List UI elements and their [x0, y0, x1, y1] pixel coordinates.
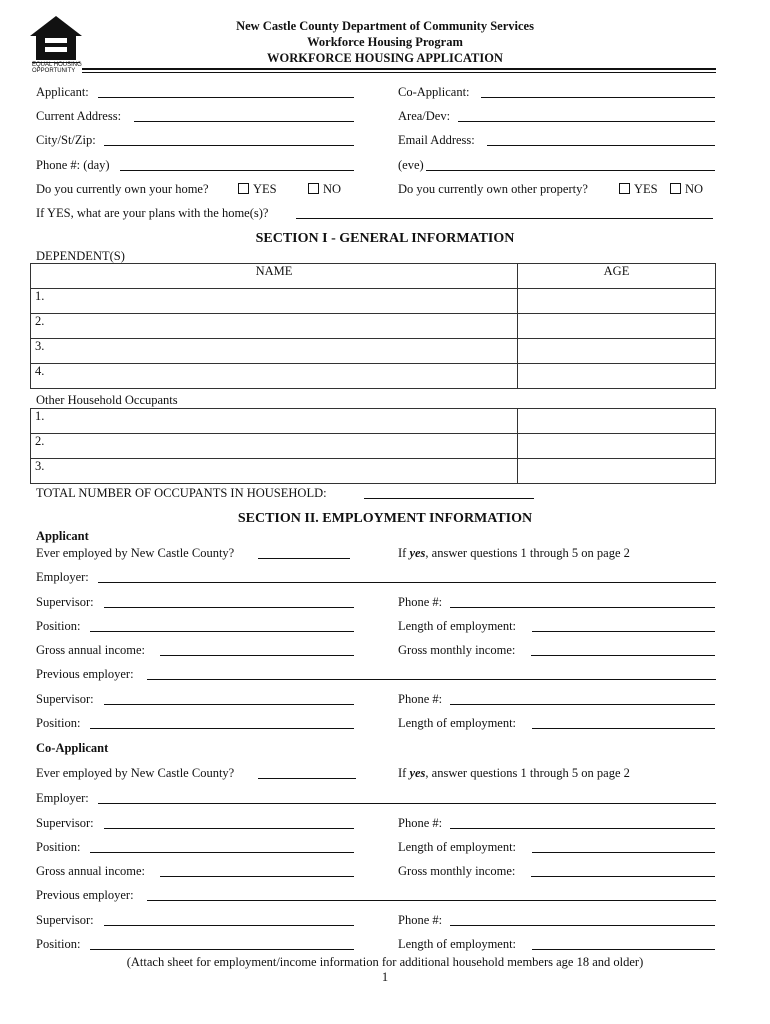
current-address-field[interactable] [134, 121, 354, 122]
own-other-no[interactable] [664, 182, 703, 197]
own-other-yes[interactable] [613, 182, 658, 197]
header-title: WORKFORCE HOUSING APPLICATION [267, 51, 503, 65]
own-home-no-label: NO [323, 182, 342, 196]
if-prefix: If [398, 546, 410, 560]
occupant-age-cell[interactable] [518, 434, 716, 459]
table-row [31, 459, 716, 484]
age-column-header: AGE [518, 264, 716, 289]
dependent-age-cell[interactable] [518, 364, 716, 389]
if-suffix: , answer questions 1 through 5 on page 2 [425, 546, 630, 560]
table-row [31, 434, 716, 459]
dependent-age-cell[interactable] [518, 339, 716, 364]
app-prev-position-field[interactable] [90, 728, 354, 729]
table-row [31, 314, 716, 339]
applicant-field[interactable] [98, 97, 354, 98]
header-rule-thin [82, 72, 716, 73]
plans-label: If YES, what are your plans with the home(s)? [36, 206, 269, 220]
total-occupants-label: TOTAL NUMBER OF OCCUPANTS IN HOUSEHOLD: [36, 486, 327, 500]
occupant-name-cell[interactable]: 2. [31, 434, 518, 459]
table-row [31, 364, 716, 389]
co-applicant-heading: Co-Applicant [36, 741, 109, 755]
app-gross-monthly-field[interactable] [531, 655, 715, 656]
app-supervisor-field[interactable] [104, 607, 354, 608]
co-gross-monthly-field[interactable] [531, 876, 715, 877]
dependents-table [30, 263, 716, 389]
app-gross-monthly-label: Gross monthly income: [398, 643, 516, 657]
current-address-label: Current Address: [36, 109, 122, 123]
co-gross-monthly-label: Gross monthly income: [398, 864, 516, 878]
own-home-yes[interactable] [232, 182, 277, 197]
co-prev-position-field[interactable] [90, 949, 354, 950]
city-st-zip-field[interactable] [104, 145, 354, 146]
section-2-title: SECTION II. EMPLOYMENT INFORMATION [237, 511, 533, 526]
own-home-yes-label: YES [253, 182, 277, 196]
co-gross-annual-label: Gross annual income: [36, 864, 146, 878]
app-previous-employer-field[interactable] [147, 679, 716, 680]
phone-day-field[interactable] [120, 170, 354, 171]
app-position-label: Position: [36, 619, 81, 633]
co-prev-phone-label: Phone #: [398, 913, 443, 927]
own-other-yes-label: YES [634, 182, 658, 196]
app-prev-position-label: Position: [36, 716, 81, 730]
occupant-name-cell[interactable]: 3. [31, 459, 518, 484]
co-phone-field[interactable] [450, 828, 715, 829]
co-employer-field[interactable] [98, 803, 716, 804]
co-prev-length-label: Length of employment: [398, 937, 517, 951]
co-phone-label: Phone #: [398, 816, 443, 830]
applicant-label: Applicant: [36, 85, 89, 99]
co-prev-position-label: Position: [36, 937, 81, 951]
email-label: Email Address: [398, 133, 475, 147]
co-position-label: Position: [36, 840, 81, 854]
app-phone-field[interactable] [450, 607, 715, 608]
applicant-heading: Applicant [36, 529, 89, 543]
app-prev-length-field[interactable] [532, 728, 715, 729]
plans-field[interactable] [296, 218, 713, 219]
page-number: 1 [381, 970, 389, 984]
own-other-label: Do you currently own other property? [398, 182, 588, 196]
phone-eve-label: (eve) [398, 158, 424, 172]
co-ever-employed-field[interactable] [258, 778, 356, 779]
table-header-row [31, 264, 716, 289]
dependent-name-cell[interactable]: 4. [31, 364, 518, 389]
co-applicant-label: Co-Applicant: [398, 85, 470, 99]
email-field[interactable] [487, 145, 715, 146]
app-phone-label: Phone #: [398, 595, 443, 609]
table-row [31, 339, 716, 364]
logo-text-1: EQUAL HOUSING [32, 62, 82, 68]
total-occupants-field[interactable] [364, 498, 534, 499]
checkbox-icon[interactable] [308, 183, 319, 194]
co-prev-supervisor-label: Supervisor: [36, 913, 94, 927]
checkbox-icon[interactable] [619, 183, 630, 194]
table-row [31, 409, 716, 434]
logo-text-2: OPPORTUNITY [32, 68, 76, 74]
app-if-yes-note [398, 546, 630, 561]
name-column-header: NAME [31, 264, 518, 289]
app-supervisor-label: Supervisor: [36, 595, 94, 609]
app-ever-employed-label: Ever employed by New Castle County? [36, 546, 235, 560]
co-length-label: Length of employment: [398, 840, 517, 854]
app-employer-label: Employer: [36, 570, 89, 584]
own-other-no-label: NO [685, 182, 704, 196]
dependent-name-cell[interactable]: 3. [31, 339, 518, 364]
own-home-no[interactable] [302, 182, 341, 197]
dependent-name-cell[interactable]: 2. [31, 314, 518, 339]
phone-day-label: Phone #: (day) [36, 158, 110, 172]
app-prev-phone-label: Phone #: [398, 692, 443, 706]
header-rule [82, 68, 716, 70]
co-prev-phone-field[interactable] [450, 925, 715, 926]
co-position-field[interactable] [90, 852, 354, 853]
header-department: New Castle County Department of Community Services [236, 19, 534, 33]
co-applicant-field[interactable] [481, 97, 715, 98]
occupant-age-cell[interactable] [518, 409, 716, 434]
app-gross-annual-label: Gross annual income: [36, 643, 146, 657]
app-length-label: Length of employment: [398, 619, 517, 633]
own-home-label: Do you currently own your home? [36, 182, 209, 196]
occupants-table [30, 408, 716, 484]
co-supervisor-label: Supervisor: [36, 816, 94, 830]
section-1-title: SECTION I - GENERAL INFORMATION [255, 231, 515, 246]
app-prev-phone-field[interactable] [450, 704, 715, 705]
dependent-name-cell[interactable]: 1. [31, 289, 518, 314]
app-prev-supervisor-label: Supervisor: [36, 692, 94, 706]
occupant-age-cell[interactable] [518, 459, 716, 484]
co-prev-length-field[interactable] [532, 949, 715, 950]
checkbox-icon[interactable] [670, 183, 681, 194]
dependents-label: DEPENDENT(S) [36, 249, 125, 263]
header-program: Workforce Housing Program [307, 35, 463, 49]
if-prefix: If [398, 766, 410, 780]
app-position-field[interactable] [90, 631, 354, 632]
app-gross-annual-field[interactable] [160, 655, 354, 656]
co-length-field[interactable] [532, 852, 715, 853]
co-employer-label: Employer: [36, 791, 89, 805]
co-gross-annual-field[interactable] [160, 876, 354, 877]
co-ever-employed-label: Ever employed by New Castle County? [36, 766, 235, 780]
co-prev-supervisor-field[interactable] [104, 925, 354, 926]
if-yes: yes [409, 546, 426, 560]
co-supervisor-field[interactable] [104, 828, 354, 829]
co-previous-employer-label: Previous employer: [36, 888, 134, 902]
app-ever-employed-field[interactable] [258, 558, 350, 559]
occupant-name-cell[interactable]: 1. [31, 409, 518, 434]
app-prev-supervisor-field[interactable] [104, 704, 354, 705]
app-length-field[interactable] [532, 631, 715, 632]
app-employer-field[interactable] [98, 582, 716, 583]
app-previous-employer-label: Previous employer: [36, 667, 134, 681]
footnote: (Attach sheet for employment/income information for additional household members age 18 and older) [126, 955, 644, 969]
app-prev-length-label: Length of employment: [398, 716, 517, 730]
dependent-age-cell[interactable] [518, 289, 716, 314]
table-row [31, 289, 716, 314]
area-dev-label: Area/Dev: [398, 109, 451, 123]
dependent-age-cell[interactable] [518, 314, 716, 339]
city-st-zip-label: City/St/Zip: [36, 133, 96, 147]
phone-eve-field[interactable] [426, 170, 715, 171]
if-yes: yes [409, 766, 426, 780]
co-if-yes-note [398, 766, 630, 781]
co-previous-employer-field[interactable] [147, 900, 716, 901]
area-dev-field[interactable] [458, 121, 715, 122]
other-occupants-label: Other Household Occupants [36, 393, 178, 407]
if-suffix: , answer questions 1 through 5 on page 2 [425, 766, 630, 780]
checkbox-icon[interactable] [238, 183, 249, 194]
